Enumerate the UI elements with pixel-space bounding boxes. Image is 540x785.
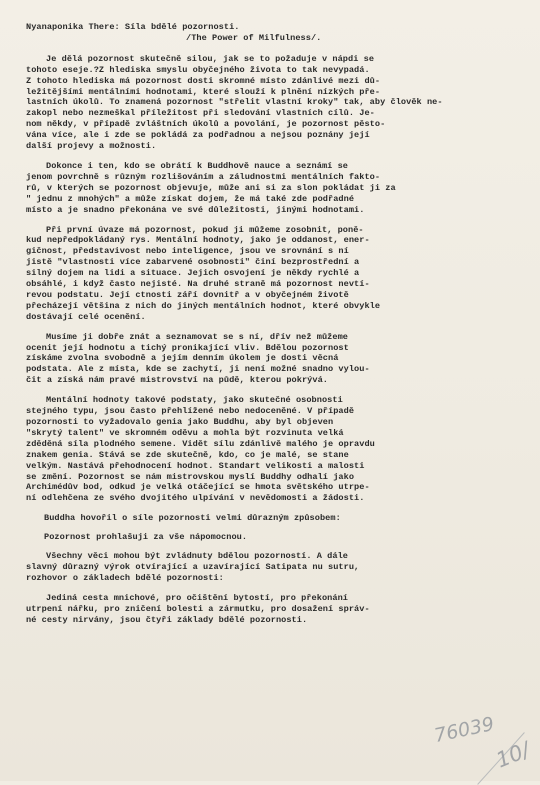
typewritten-text <box>26 22 522 635</box>
text-line: né cesty nirvány, jsou čtyři základy bdělé pozornosti. <box>26 614 308 625</box>
text-line: Mentální hodnoty takové podstaty, jako skutečné osobnosti <box>46 395 343 406</box>
text-line: jistě "vlastnosti více zabarvené osobnosti" činí bezprostřední a <box>26 257 360 268</box>
text-line: "skrytý talent" ve skromném oděvu a mohla být rozvinuta velká <box>26 427 344 438</box>
text-line: jenom povrchně s různým rozlišováním a záludnostmi mentálních fakto- <box>26 171 381 182</box>
paragraph <box>26 332 522 387</box>
text-line: ležitějšími mentálními hodnotami, které slouží k plnění nízkých pře- <box>26 86 381 97</box>
text-line: podstata. Ale z místa, kde se zachytí, ji není možné snadno vylou- <box>26 364 370 375</box>
text-line: revou podstatu. Její ctnosti září dovnitř a v obyčejném životě <box>26 289 349 300</box>
text-line: Při první úvaze má pozornost, pokud ji můžeme zosobnit, poně- <box>46 224 364 235</box>
text-line: stejného typu, jsou často přehlížené nebo nedoceněné. V případě <box>26 406 355 417</box>
body-paragraphs-end <box>26 551 522 625</box>
text-line: Z tohoto hlediska má pozornost dosti skromné místo zdánlivé mezi dů- <box>26 75 381 86</box>
title-line-1: Nyanaponika There: Síla bdělé pozornosti. <box>26 22 240 32</box>
text-line: rozhovor o základech bdělé pozornosti: <box>26 572 224 583</box>
text-line: lastních úkolů. To znamená pozornost "střelit vlastní kroky" tak, aby člověk ne- <box>26 97 443 108</box>
text-line: Archimédův bod, odkud je velká otáčející se hmota světského utrpe- <box>26 482 370 493</box>
paragraph <box>26 54 522 152</box>
text-line: další projevy a možnosti. <box>26 141 157 152</box>
paragraph <box>26 551 522 584</box>
pencil-page-number: 10/ <box>492 737 534 773</box>
text-line: tohoto eseje.?Z hlediska smyslu obyčejného života to tak nevypadá. <box>26 64 370 75</box>
text-line: vána více, ale i zde se pokládá za podřadnou a nejsou poznány její <box>26 130 370 141</box>
paragraph <box>26 225 522 323</box>
quote-intro <box>26 513 522 543</box>
text-line: získáme zvolna svobodně a jejím denním úkolem je dosti věcná <box>26 353 339 364</box>
pencil-archive-number: 76039 <box>431 712 496 748</box>
text-line: slavný důrazný výrok otvírající a uzavírající Satipata nu sutru, <box>26 561 360 572</box>
text-line: rů, v kterých se pozornost objevuje, může ani si za slon pokládat ji za <box>26 182 396 193</box>
text-line: silný dojem na lidi a situace. Jejich osvojení je někdy rychlé a <box>26 268 360 279</box>
text-line: " jednu z mnohých" a může získat dojem, že má také zde podřadné <box>26 193 355 204</box>
paragraph <box>26 161 522 216</box>
text-line: utrpení nářku, pro zničení bolesti a zármutku, pro dosažení správ- <box>26 603 370 614</box>
text-line: Všechny věci mohou být zvládnuty bdělou pozorností. A dále <box>46 551 349 562</box>
text-line: pozornosti to vyžadovalo genia jako Buddhu, aby byl objeven <box>26 417 334 427</box>
text-line: čit a získá nám pravé mistrovství na půdě, kterou pokrývá. <box>26 375 329 386</box>
text-line: přecházejí většina z nich do jiných mentálních hodnot, které obvykle <box>26 300 381 311</box>
centered-line: Buddha hovořil o síle pozornosti velmi důrazným způsobem: <box>44 513 341 524</box>
text-line: ní odlehčena ze svého dvojitého ulpívání v nevědomosti a žádosti. <box>26 493 365 504</box>
text-line: místo a je snadno překonána ve své důležitosti, jinými hodnotami. <box>26 204 365 215</box>
text-line: Dokonce i ten, kdo se obrátí k Buddhově nauce a seznámí se <box>46 160 349 171</box>
text-line: se změní. Pozornost se nám mistrovskou myslí Buddhy odhalí jako <box>26 471 355 482</box>
text-line: kud nepředpokládaný rys. Mentální hodnoty, jako je oddanost, ener- <box>26 235 370 246</box>
title-line-2: /The Power of Milfulness/. <box>186 32 322 43</box>
text-line: zděděná síla plodného semene. Vidět sílu zdánlivě malého je opravdu <box>26 438 375 449</box>
text-line: dostávají celé ocenění. <box>26 311 146 322</box>
text-line: velkým. Nastává přehodnocení hodnot. Standart velikosti a malosti <box>26 460 365 471</box>
document-title <box>26 22 522 44</box>
text-line: nom někdy, v případě zvláštních úkolů a povolání, je pozornost pěsto- <box>26 119 386 130</box>
text-line: gičnost, představivost nebo inteligence, jsou ve srovnání s ní <box>26 246 349 257</box>
text-line: obsáhlé, i když často nejisté. Na druhé straně má pozornost nevtí- <box>26 279 370 290</box>
text-line: Je dělá pozornost skutečně silou, jak se to požaduje v nápdi se <box>46 53 375 64</box>
centered-line: Pozornost prohlašuji za vše nápomocnou. <box>44 532 248 543</box>
body-paragraphs <box>26 54 522 504</box>
text-line: znakem genia. Stává se zde skutečně, kdo, co je malé, se stane <box>26 449 349 460</box>
text-line: ocenit její hodnotu a tichý pronikající vliv. Bdělou pozornost <box>26 342 349 353</box>
text-line: zakopl nebo nezmeškal příležitost při sledování vlastních cílů. Je- <box>26 108 375 119</box>
paragraph <box>26 395 522 504</box>
text-line: Musíme ji dobře znát a seznamovat se s ní, dřív než můžeme <box>46 331 349 342</box>
paragraph <box>26 593 522 626</box>
text-line: Jediná cesta mnichové, pro očištění bytostí, pro překonání <box>46 592 349 603</box>
